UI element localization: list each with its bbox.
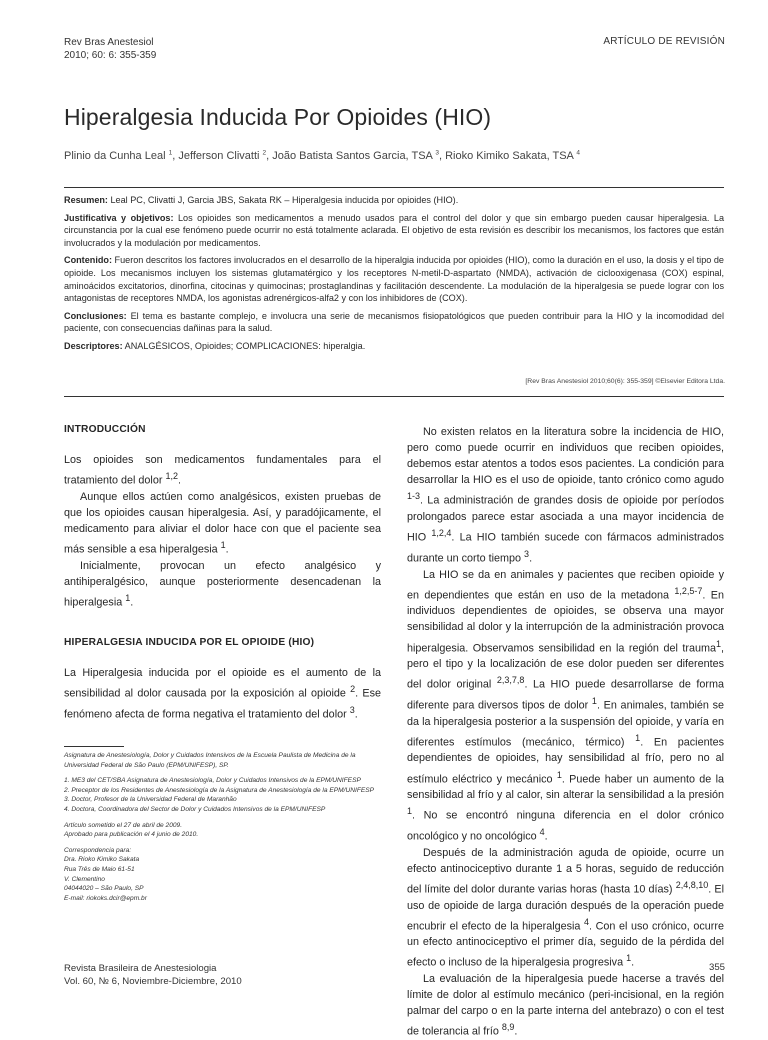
citation-ref: 4	[539, 827, 545, 837]
article-title: Hiperalgesia Inducida Por Opioides (HIO)	[64, 104, 492, 130]
abstract-text: El tema es bastante complejo, e involucra una serie de mecanismos fisiopatológicos que pueden contribuir para la HIO y la incomodidad del paciente, con consecuencias dañinas para la salud.	[64, 310, 724, 334]
correspondence-city: 04044020 – São Paulo, SP	[64, 885, 144, 893]
body-paragraph: La HIO se da en animales y pacientes que reciben opioide y en dependientes que están en uso de la metadona $^{1,2,5-7}$. En individuos dependientes de opioides, se observa una mayor sensibilidad al dolor y la interrupción de la administración provoca hiperalgesia. Observamos sensibilidad en la región del trauma$^1$, pero el tipo y la localización de ese dolor pueden ser diferentes del dolor original $^{2,3,7,8}$. La HIO puede desarrollarse de forma diferente para diversos tipos de dolor $^1$. En animales, también se da la hiperalgesia posterior a la suspensión del opioide, y varía en diferentes estímulos (mecánico, térmico) $^1$. En pacientes dependientes de opioides, hay sensibilidad al frío, pero no al estímulo eléctrico y mecánico $^1$. Puede haber un aumento de la sensibilidad al frío y al calor, sin alterar la sensibilidad a la presión $^1$. No se encontró ninguna diferencia en el dolor crónico oncológico y no oncológico $^4$.	[407, 568, 725, 843]
citation-ref: 1	[220, 540, 226, 551]
abstract-content	[64, 254, 724, 304]
abstract-keywords	[64, 340, 724, 353]
body-paragraph: Aunque ellos actúen como analgésicos, existen pruebas de que los opioides causan hiperalgesia. Así, y paradójicamente, el medicamento para aliviar el dolor hace con que el paciente sea más sensible a esa hiperalgesia $^1$.	[64, 490, 381, 556]
citation-ref: 3	[524, 548, 530, 559]
abstract-label: Contenido:	[64, 255, 112, 266]
footnote-rule	[64, 746, 124, 747]
author-name: João Batista Santos Garcia, TSA	[272, 150, 433, 162]
citation-ref: 3	[349, 704, 355, 715]
citation-ref: 2,3,7,8	[496, 675, 525, 686]
citation-ref: 2	[350, 683, 356, 694]
author-name: Jefferson Clivatti	[178, 150, 260, 162]
journal-issue: 2010; 60: 6: 355-359	[64, 50, 157, 61]
citation-ref: 4	[584, 916, 590, 927]
abstract-text: Fueron descritos los factores involucrados en el desarrollo de la hiperalgia inducida por opioides (HIO), como la duración en el uso, la dosis y el tipo de opioide. Los mecanismos incluyen los sistemas glutamatérgico y los receptores N-metil-D-aspartato (NMDA), activación de ciclooxigenasa (COX) espinal, aminoácidos excitatorios, dinorfina, citocinas y quimocinas; prostaglandinas y facilitación descendente. La modulación de la hiperalgesia se puede lograr con los antagonistas de receptores NMDA, los agonistas adrenérgicos-alfa2 y con los inhibidores de (COX).	[64, 255, 724, 304]
abstract-text: Los opioides son medicamentos a menudo usados para el control del dolor y que sin embargo pueden causar hiperalgesia. La circunstancia por la cual ese fenómeno puede ocurrir no está totalmente aclarada. El objetivo de esta revisión es describir los mecanismos, los factores que están involucrados y la modulación por medicamentos.	[64, 212, 725, 248]
footnote-item: 1. ME3 del CET/SBA Asignatura de Anestesiología, Dolor y Cuidados Intensivos de la EPM/UNIFESP	[64, 777, 361, 785]
correspondence-label: Correspondencia para:	[64, 846, 132, 854]
page-number: 355	[708, 962, 725, 973]
footnote-item: 2. Preceptor de los Residentes de Anestesiología de la Asignatura de Anestesiología de la EPM/UNIFESP	[64, 786, 375, 794]
author-affiliation-mark: 4	[576, 149, 580, 157]
author-affiliation-mark: 3	[435, 149, 439, 157]
footnote-approved: Aprobado para publicación el 4 junio de 2010.	[64, 831, 199, 839]
correspondence-district: V. Clementino	[64, 875, 105, 883]
citation-ref: 1	[407, 806, 413, 817]
footnote-item: 4. Doctora, Coordinadora del Sector de Dolor y Cuidados Intensivos de la EPM/UNIFESP	[64, 805, 326, 813]
citation-ref: 1	[591, 695, 597, 706]
body-paragraph: La Hiperalgesia inducida por el opioide es el aumento de la sensibilidad al dolor causada por la exposición al opioide $^2$. Ese fenómeno afecta de forma negativa el tratamiento del dolor $^3$.	[64, 666, 381, 721]
author-affiliation-mark: 1	[168, 149, 173, 157]
journal-name: Rev Bras Anestesiol	[64, 37, 154, 48]
body-paragraph: Después de la administración aguda de opioide, ocurre un efecto antinociceptivo durante 1 a 5 horas, seguido de reducción del límite del dolor durante varias horas (hasta 10 días) $^{2,4,8,10}$. El uso de opioide de larga duración después de la operación puede encubrir el efecto de la hiperalgesia $^4$. Con el uso crónico, ocurre un efecto antinociceptivo el primer día, seguido de la pérdida del efecto o incluso de la hiperalgesia progresiva $^1$.	[407, 846, 724, 970]
footnotes	[64, 751, 381, 903]
article-type: ARTÍCULO DE REVISIÓN	[603, 36, 725, 47]
journal-reference	[64, 36, 156, 62]
correspondence-name: Dra. Rioko Kimiko Sakata	[64, 856, 140, 864]
citation-ref: 1	[715, 638, 721, 649]
correspondence-street: Rua Três de Maio 61-51	[64, 865, 135, 873]
footnote-item: 3. Doctor, Profesor de la Universidad Federal de Maranhão	[64, 796, 237, 804]
body-paragraph: Inicialmente, provocan un efecto analgésico y antihiperalgésico, aunque posteriormente desencadenan la hiperalgesia $^1$.	[64, 559, 381, 609]
abstract-top-rule	[64, 187, 724, 188]
left-column	[64, 422, 381, 722]
abstract-text: ANALGÉSICOS, Opioides; COMPLICACIONES: hiperalgia.	[124, 340, 366, 351]
author-affiliation-mark: 2	[262, 149, 267, 157]
footer-journal: Revista Brasileira de Anestesiologia	[64, 963, 217, 974]
citation-ref: 1	[626, 953, 632, 964]
correspondence-email: E-mail: riokoks.dcir@epm.br	[64, 894, 147, 902]
footnote-affiliation: Asignatura de Anestesiología, Dolor y Cuidados Intensivos de la Escuela Paulista de Medicina de la Universidad Federal de São Paulo (EPM/UNIFESP), SP.	[64, 752, 356, 769]
citation-ref: 1,2,4	[431, 528, 452, 539]
citation-line: [Rev Bras Anestesiol 2010;60(6): 355-359] ©Elsevier Editora Ltda.	[525, 378, 725, 385]
body-paragraph: La evaluación de la hiperalgesia puede hacerse a través del límite de dolor al estímulo mecánico (peri-incisional, en la región palmar del carpo o en la parte interna del antebrazo) o con el test de tolerancia al frío $^{8,9}$.	[407, 973, 724, 1038]
abstract-label: Descriptores:	[64, 340, 123, 351]
citation-ref: 8,9	[501, 1022, 515, 1033]
abstract-bottom-rule	[64, 396, 724, 397]
citation-ref: 2,4,8,10	[675, 879, 709, 890]
citation-ref: 1-3	[407, 491, 421, 502]
citation-ref: 1	[635, 732, 641, 743]
citation-ref: 1	[125, 593, 131, 604]
citation-ref: 1,2	[165, 471, 178, 482]
abstract-background	[64, 212, 724, 250]
abstract-text: Leal PC, Clivatti J, Garcia JBS, Sakata RK – Hiperalgesia inducida por opioides (HIO).	[110, 195, 459, 205]
body-paragraph: Los opioides son medicamentos fundamentales para el tratamiento del dolor $^{1,2}$.	[64, 454, 381, 487]
abstract-label: Resumen:	[64, 195, 108, 205]
citation-ref: 1	[556, 769, 562, 780]
abstract-conclusions	[64, 310, 724, 335]
right-column	[407, 424, 724, 1040]
abstract-label: Conclusiones:	[64, 310, 127, 321]
author-list: Plinio da Cunha Leal $^1$, Jefferson Clivatti $^2$, João Batista Santos Garcia, TSA $^3$, Rioko Kimiko Sakata, TSA $^4$	[64, 149, 580, 162]
abstract-label: Justificativa y objetivos:	[64, 212, 174, 223]
abstract	[64, 194, 724, 358]
footnote-submitted: Artículo sometido el 27 de abril de 2009.	[64, 821, 183, 829]
section-heading-introduction: INTRODUCCIÓN	[64, 424, 146, 435]
citation-ref: 1,2,5-7	[674, 585, 703, 596]
author-name: Plinio da Cunha Leal	[64, 150, 166, 162]
author-name: Rioko Kimiko Sakata, TSA	[445, 150, 574, 162]
section-heading-hio: HIPERALGESIA INDUCIDA POR EL OPIOIDE (HIO)	[64, 636, 315, 648]
body-paragraph: No existen relatos en la literatura sobre la incidencia de HIO, pero como puede ocurrir en individuos que reciben opioides, debemos estar atentos a todos esos pacientes. La condición para desarrollar la HIO es el uso de opioide, tanto crónico como agudo $^{1-3}$. La administración de grandes dosis de opioide por períodos prolongados parece estar asociada a una mayor incidencia de HIO $^{1,2,4}$. La HIO también sucede con fármacos administrados durante un corto tiempo $^3$.	[407, 426, 725, 565]
footer-volume: Vol. 60, № 6, Noviembre-Diciembre, 2010	[64, 976, 242, 987]
page-footer	[64, 962, 242, 988]
abstract-resumen	[64, 194, 724, 207]
